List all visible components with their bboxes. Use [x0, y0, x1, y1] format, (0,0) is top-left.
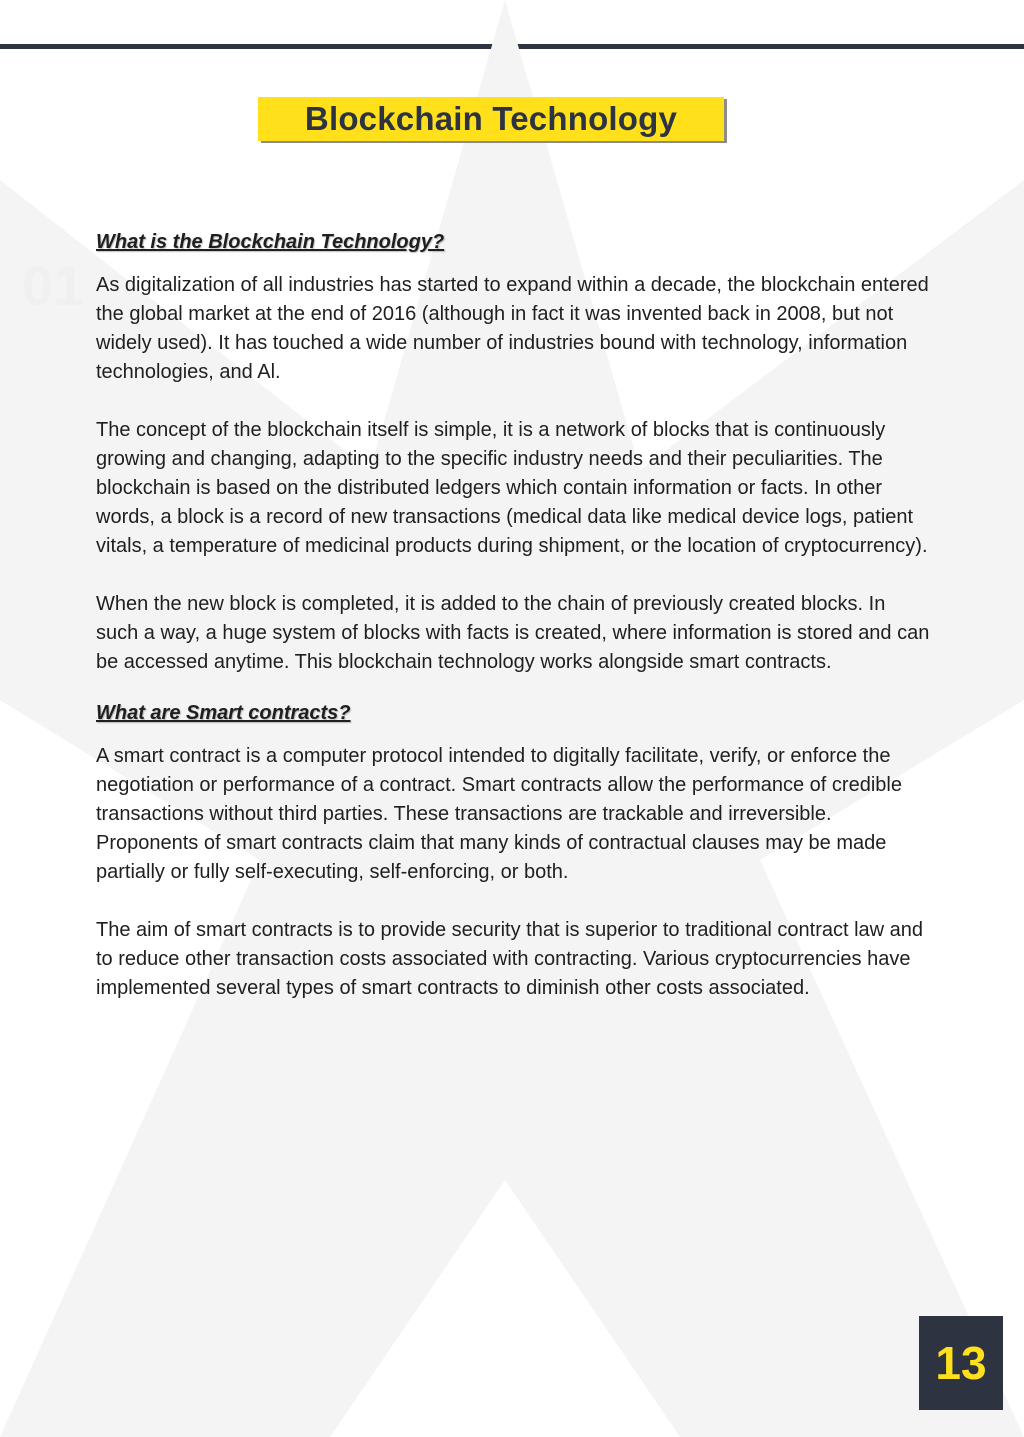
- paragraph: The aim of smart contracts is to provide security that is superior to traditional contract law and to reduce other transaction costs associated with contracting. Various cryptocurrencies have implemented several types of smart contracts to diminish other costs associated.: [96, 919, 924, 999]
- paragraph: A smart contract is a computer protocol intended to digitally facilitate, verify, or enforce the negotiation or performance of a contract. Smart contracts allow the performance of credible transactions without third parties. These transactions are trackable and irreversible. Proponents of smart contracts claim that many kinds of contractual clauses may be made partially or fully self-executing, self-enforcing, or both.: [96, 745, 902, 883]
- paragraph: As digitalization of all industries has started to expand within a decade, the blockchain entered the global market at the end of 2016 (although in fact it was invented back in 2008, but not widely used). It has touched a wide number of industries bound with technology, information technologies, and Al.: [96, 274, 929, 383]
- paragraph: The concept of the blockchain itself is simple, it is a network of blocks that is continuously growing and changing, adapting to the specific industry needs and their peculiarities. The blockchain is based on the distributed ledgers which contain information or facts. In other words, a block is a record of new transactions (medical data like medical device logs, patient vitals, a temperature of medicinal products during shipment, or the location of cryptocurrency).: [96, 419, 928, 557]
- section-heading: What are Smart contracts?: [96, 702, 351, 724]
- section-smart-contracts: [96, 699, 932, 1003]
- page-number-badge: [919, 1316, 1003, 1410]
- page-number: 13: [935, 1337, 987, 1389]
- page-title: Blockchain Technology: [304, 100, 678, 137]
- title-banner: [258, 97, 724, 141]
- ghost-section-number: 01: [22, 254, 85, 317]
- paragraph: When the new block is completed, it is added to the chain of previously created blocks. In such a way, a huge system of blocks with facts is created, where information is stored and can be accessed anytime. This blockchain technology works alongside smart contracts.: [96, 593, 930, 673]
- section-heading: What is the Blockchain Technology?: [96, 231, 445, 253]
- main-content: [96, 228, 932, 1032]
- section-blockchain: [96, 228, 932, 677]
